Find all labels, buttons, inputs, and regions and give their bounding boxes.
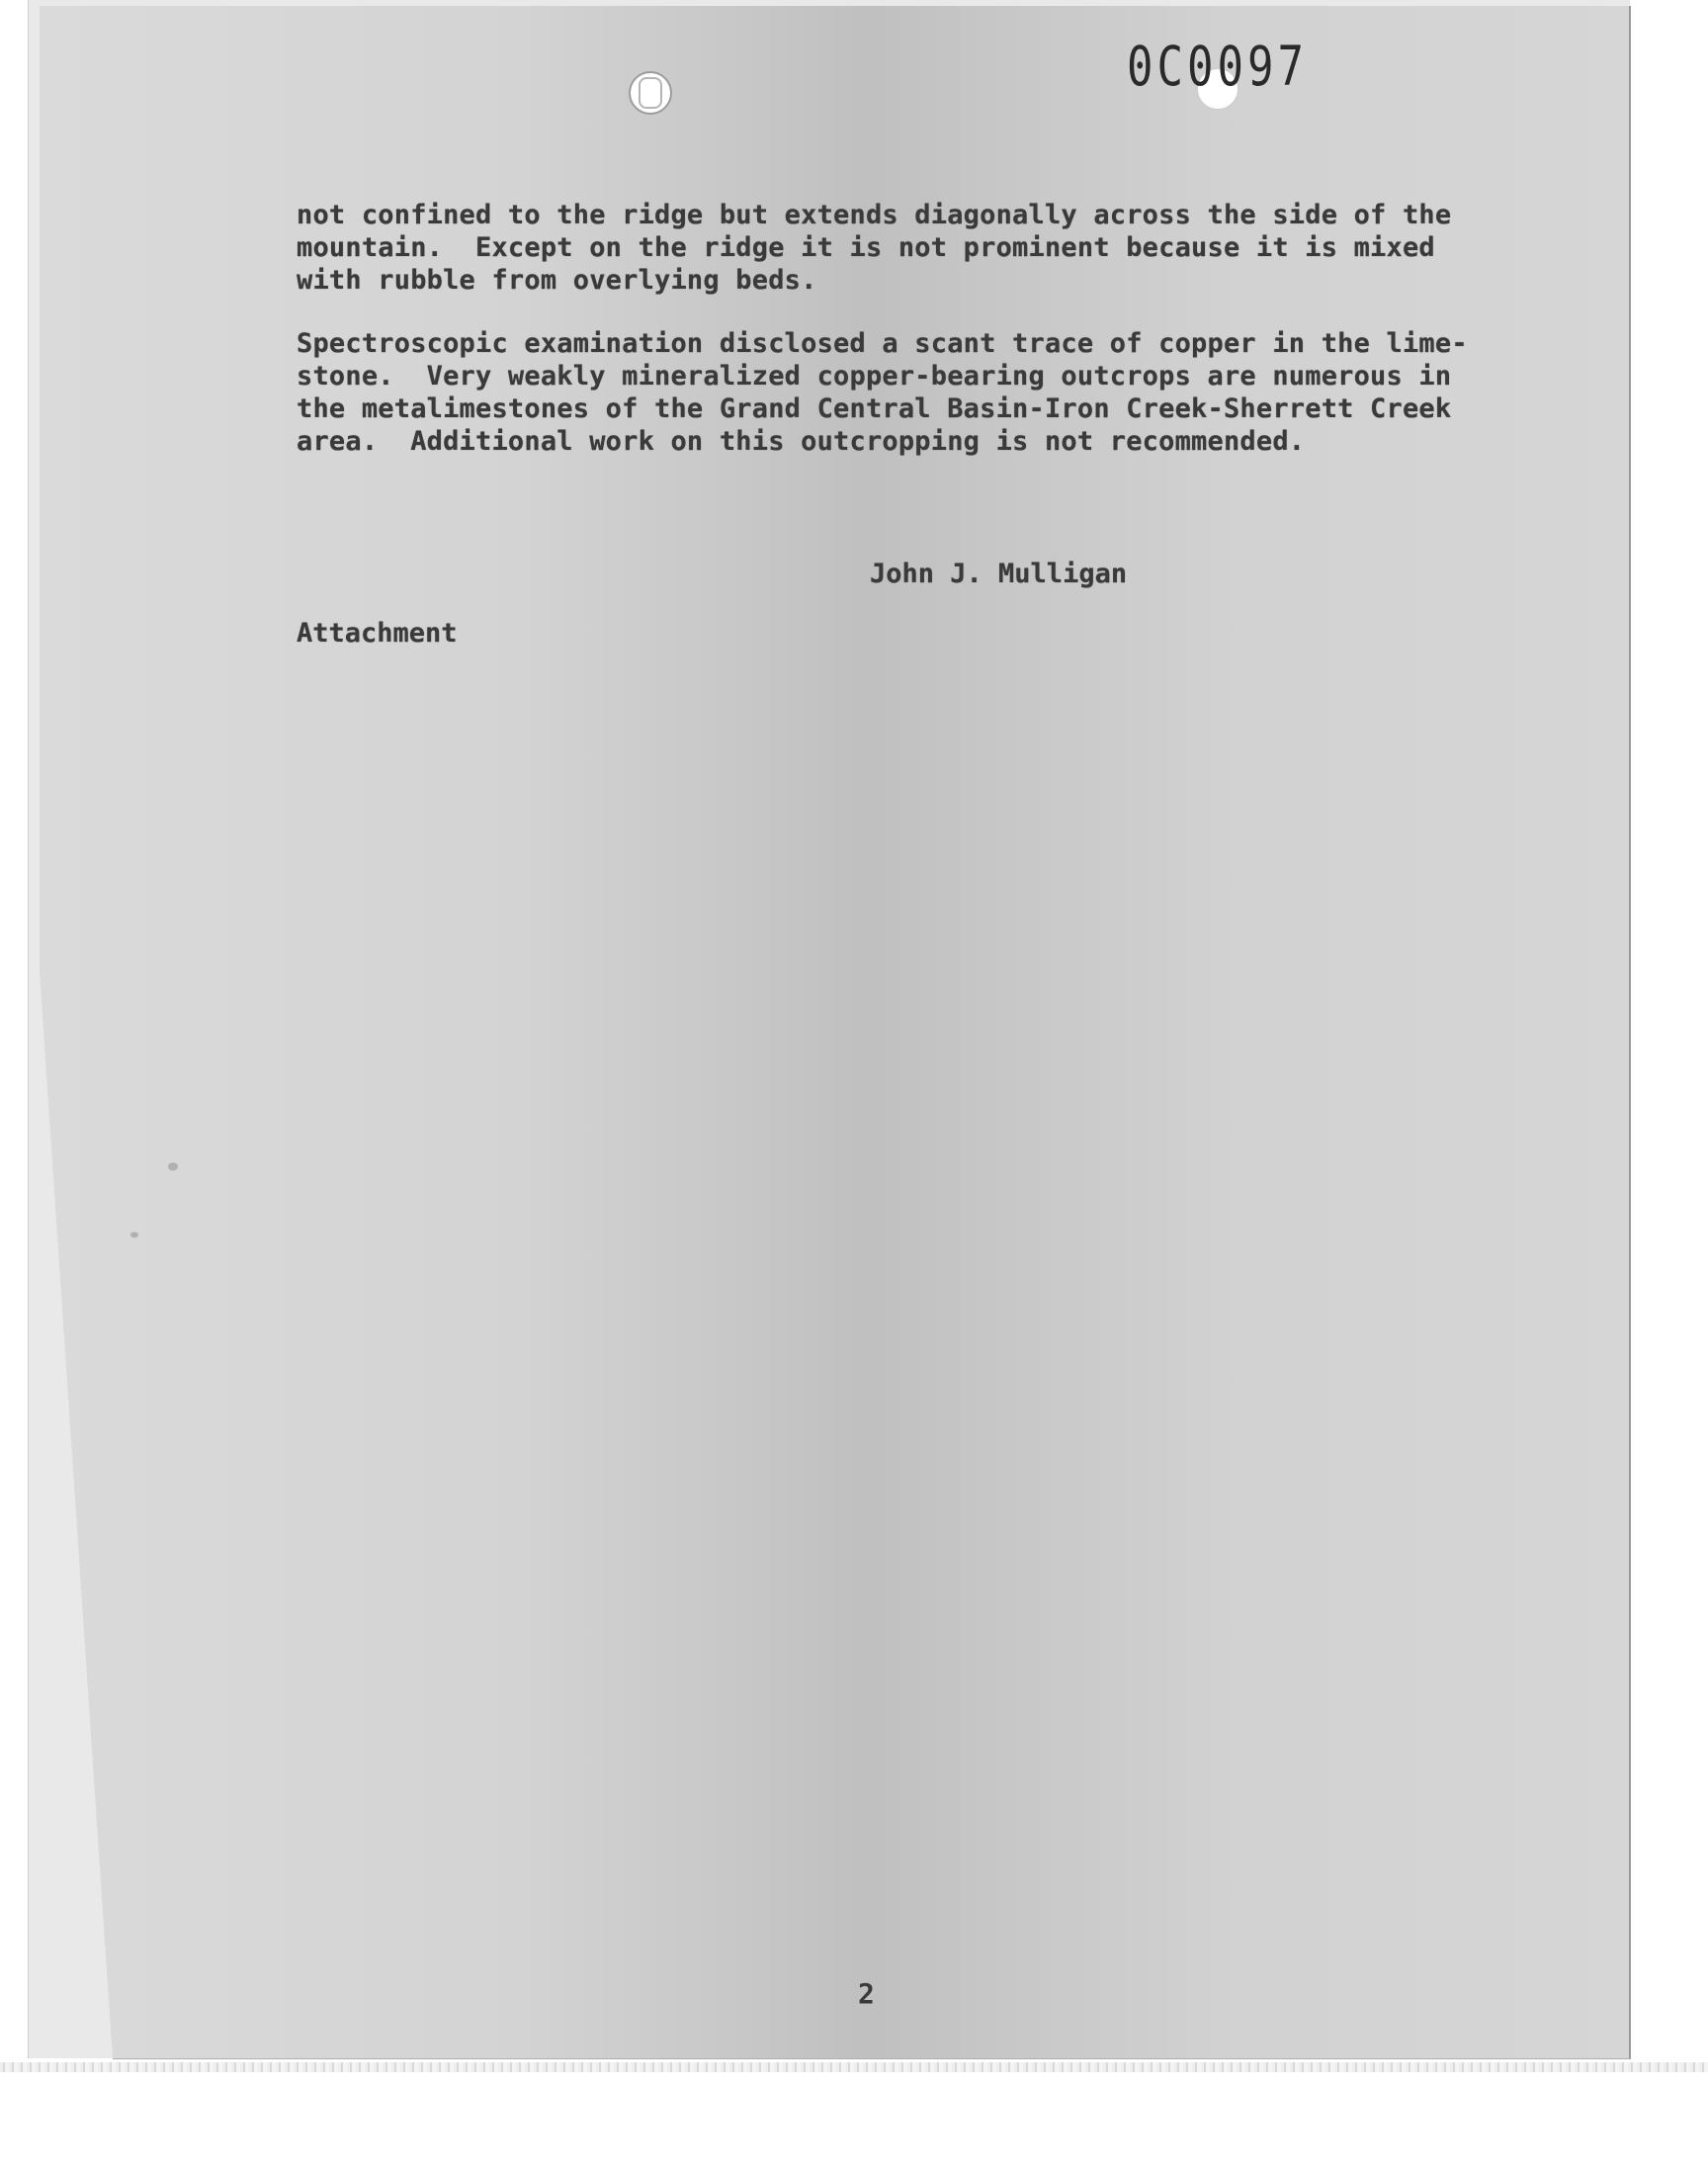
page-number: 2 (858, 1977, 875, 2010)
signature-name: John J. Mulligan (870, 559, 1128, 589)
attachment-label: Attachment (297, 618, 458, 649)
scan-edge-artifact (0, 2062, 1708, 2072)
document-page (40, 6, 1631, 2059)
document-number: 0C0097 (1127, 36, 1308, 99)
scan-smudge (130, 1232, 138, 1238)
scan-smudge (168, 1163, 178, 1171)
paragraph-2: Spectroscopic examination disclosed a scant trace of copper in the lime- stone. Very weakly mineralized copper-bearing outcrops are numerous in the metalimestones of the Grand Central Basin-Iron Creek-Sherrett Creek area. Additional work on this outcropping is not recommended. (297, 328, 1468, 457)
punch-hole (629, 71, 672, 115)
paragraph-1: not confined to the ridge but extends diagonally across the side of the mountain. Except on the ridge it is not prominent because it is mixed with rubble from overlying beds. (297, 200, 1452, 296)
